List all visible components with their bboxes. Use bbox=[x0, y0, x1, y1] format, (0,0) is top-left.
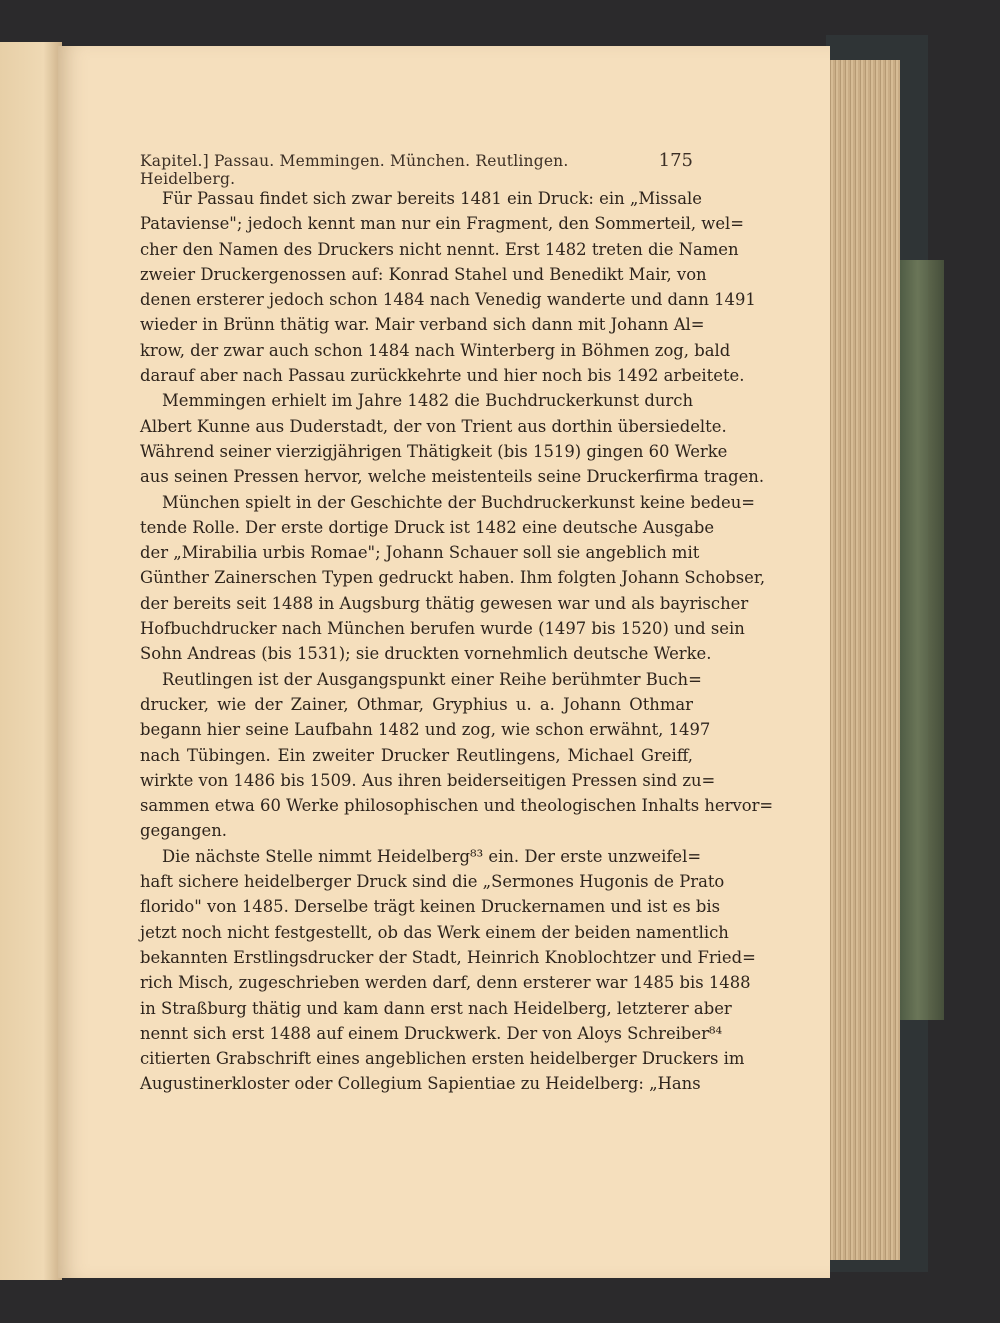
text-line: Sohn Andreas (bis 1531); sie druckten vornehmlich deutsche Werke. bbox=[140, 644, 712, 664]
text-line: wirkte von 1486 bis 1509. Aus ihren beiderseitigen Pressen sind zu= bbox=[140, 770, 716, 790]
text-line: citierten Grabschrift eines angeblichen ersten heidelberger Druckers im bbox=[140, 1049, 745, 1069]
running-header bbox=[140, 150, 693, 188]
text-line: krow, der zwar auch schon 1484 nach Winterberg in Böhmen zog, bald bbox=[140, 340, 731, 360]
text-line: cher den Namen des Druckers nicht nennt. Erst 1482 treten die Namen bbox=[140, 239, 739, 259]
text-line: Hofbuchdrucker nach München berufen wurde (1497 bis 1520) und sein bbox=[140, 619, 745, 639]
text-line: haft sichere heidelberger Druck sind die „Sermones Hugonis de Prato bbox=[140, 872, 725, 892]
text-line: zweier Druckergenossen auf: Konrad Stahel und Benedikt Mair, von bbox=[140, 264, 707, 284]
text-line: der „Mirabilia urbis Romae"; Johann Schauer soll sie angeblich mit bbox=[140, 543, 700, 563]
text-line: Die nächste Stelle nimmt Heidelberg⁸³ ein. Der erste unzweifel= bbox=[162, 846, 702, 866]
text-line: Albert Kunne aus Duderstadt, der von Trient aus dorthin übersiedelte. bbox=[140, 416, 727, 436]
running-title: Kapitel.] Passau. Memmingen. München. Reutlingen. Heidelberg. bbox=[140, 152, 569, 188]
text-line: Während seiner vierzigjährigen Thätigkeit (bis 1519) gingen 60 Werke bbox=[140, 441, 728, 461]
text-line: Pataviense"; jedoch kennt man nur ein Fragment, den Sommerteil, wel= bbox=[140, 214, 744, 234]
text-line: begann hier seine Laufbahn 1482 und zog, wie schon erwähnt, 1497 bbox=[140, 720, 711, 740]
body-text bbox=[140, 186, 774, 1097]
text-line: darauf aber nach Passau zurückkehrte und hier noch bis 1492 arbeitete. bbox=[140, 366, 745, 386]
text-line: drucker, wie der Zainer, Othmar, Gryphius u. a. Johann Othmar bbox=[140, 694, 693, 714]
text-line: Memmingen erhielt im Jahre 1482 die Buchdruckerkunst durch bbox=[162, 391, 693, 411]
text-line: Für Passau findet sich zwar bereits 1481 ein Druck: ein „Missale bbox=[162, 189, 702, 208]
text-line: aus seinen Pressen hervor, welche meistenteils seine Druckerfirma tragen. bbox=[140, 467, 765, 487]
text-line: nennt sich erst 1488 auf einem Druckwerk. Der von Aloys Schreiber⁸⁴ bbox=[140, 1023, 723, 1043]
text-line: wieder in Brünn thätig war. Mair verband sich dann mit Johann Al= bbox=[140, 315, 705, 335]
text-line: München spielt in der Geschichte der Buchdruckerkunst keine bedeu= bbox=[162, 492, 756, 512]
page-number: 175 bbox=[658, 150, 693, 171]
cover-marbling bbox=[900, 260, 944, 1020]
text-line: jetzt noch nicht festgestellt, ob das Werk einem der beiden namentlich bbox=[140, 922, 729, 942]
text-line: nach Tübingen. Ein zweiter Drucker Reutlingens, Michael Greiff, bbox=[140, 745, 693, 765]
text-line: gegangen. bbox=[140, 821, 227, 841]
text-line: Günther Zainerschen Typen gedruckt haben. Ihm folgten Johann Schobser, bbox=[140, 568, 766, 588]
facing-page-edge bbox=[0, 42, 62, 1280]
text-line: in Straßburg thätig und kam dann erst nach Heidelberg, letzterer aber bbox=[140, 998, 732, 1018]
text-line: denen ersterer jedoch schon 1484 nach Venedig wanderte und dann 1491 bbox=[140, 290, 756, 310]
text-line: der bereits seit 1488 in Augsburg thätig gewesen war und als bayrischer bbox=[140, 593, 749, 613]
text-line: rich Misch, zugeschrieben werden darf, denn ersterer war 1485 bis 1488 bbox=[140, 973, 751, 993]
page-stack-edges bbox=[828, 60, 900, 1260]
text-line: Augustinerkloster oder Collegium Sapientiae zu Heidelberg: „Hans bbox=[140, 1074, 701, 1094]
text-line: tende Rolle. Der erste dortige Druck ist 1482 eine deutsche Ausgabe bbox=[140, 517, 715, 537]
text-line: sammen etwa 60 Werke philosophischen und theologischen Inhalts hervor= bbox=[140, 796, 774, 816]
text-line: florido" von 1485. Derselbe trägt keinen Druckernamen und ist es bis bbox=[140, 897, 721, 917]
text-line: bekannten Erstlingsdrucker der Stadt, Heinrich Knoblochtzer und Fried= bbox=[140, 947, 756, 967]
text-line: Reutlingen ist der Ausgangspunkt einer Reihe berühmter Buch= bbox=[162, 669, 702, 689]
